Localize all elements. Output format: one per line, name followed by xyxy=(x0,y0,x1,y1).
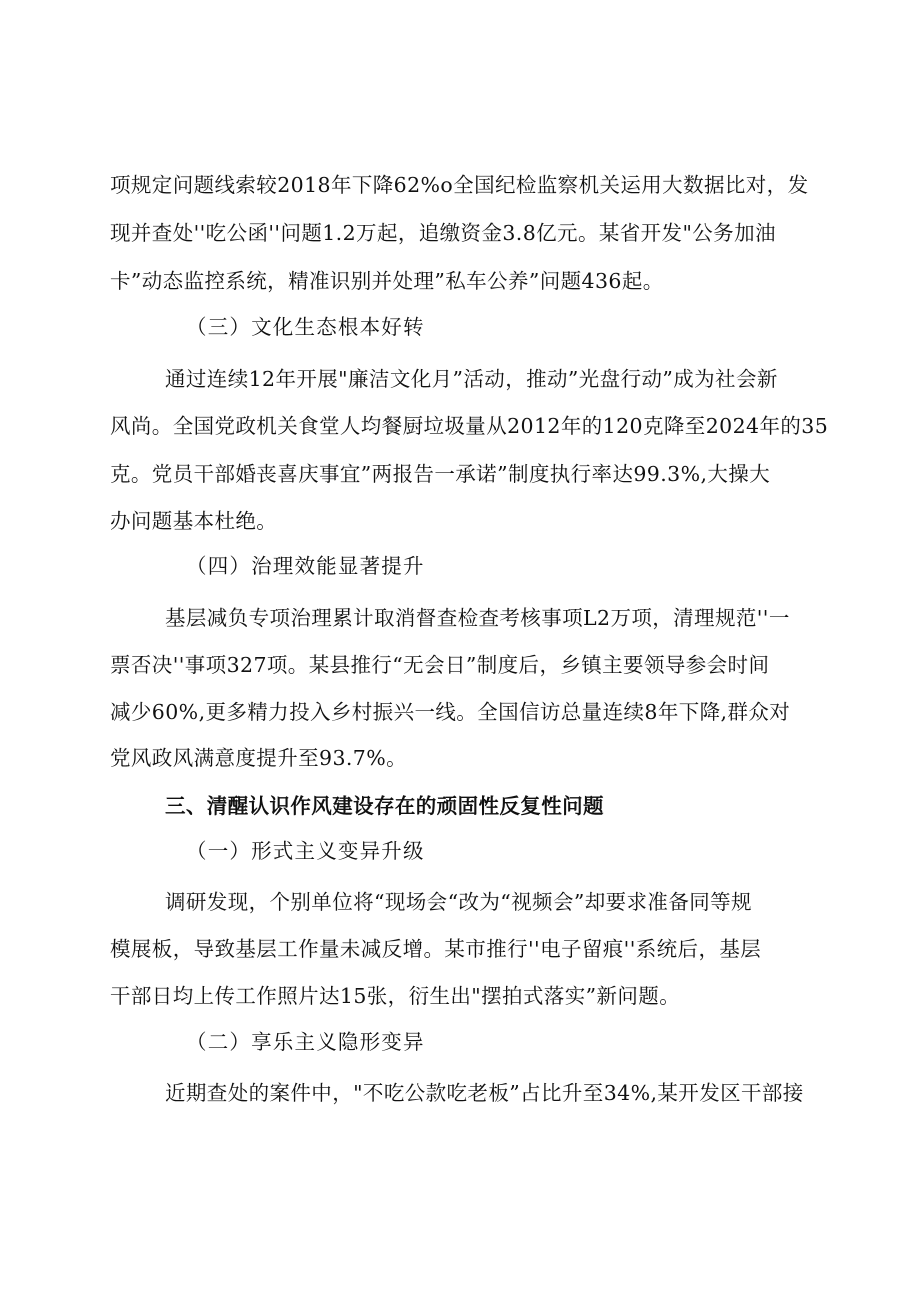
paragraph-line: 通过连续12年开展"廉洁文化月”活动，推动”光盘行动”成为社会新 xyxy=(165,367,778,391)
paragraph-line: 干部日均上传工作照片达15张，衍生出"摆拍式落实”新问题。 xyxy=(110,984,681,1008)
paragraph-line: 近期查处的案件中，"不吃公款吃老板”占比升至34%,某开发区干部接 xyxy=(165,1081,804,1105)
paragraph-line: 卡”动态监控系统，精准识别并处理”私车公养”问题436起。 xyxy=(110,269,664,293)
paragraph-line: 党风政风满意度提升至93.7%。 xyxy=(110,746,408,770)
section-heading: 三、清醒认识作风建设存在的顽固性反复性问题 xyxy=(165,794,604,818)
section-subheading: （一）形式主义变异升级 xyxy=(186,839,425,863)
paragraph-line: 办问题基本杜绝。 xyxy=(110,509,278,533)
paragraph-line: 减少60%,更多精力投入乡村振兴一线。全国信访总量连续8年下降,群众对 xyxy=(110,700,791,724)
section-subheading: （二）享乐主义隐形变异 xyxy=(186,1030,425,1054)
paragraph-line: 模展板，导致基层工作量未减反增。某市推行''电子留痕''系统后，基层 xyxy=(110,937,762,961)
paragraph-line: 票否决''事项327项。某县推行“无会日”制度后，乡镇主要领导参会时间 xyxy=(110,653,770,677)
section-subheading: （四）治理效能显著提升 xyxy=(186,554,425,578)
paragraph-line: 克。党员干部婚丧喜庆事宜”两报告一承诺”制度执行率达99.3%,大操大 xyxy=(110,462,771,486)
paragraph-line: 基层减负专项治理累计取消督查检查考核事项L2万项，清理规范''一 xyxy=(165,606,790,630)
paragraph-line: 现并查处''吃公函''问题1.2万起，追缴资金3.8亿元。某省开发"公务加油 xyxy=(110,221,776,245)
paragraph-line: 风尚。全国党政机关食堂人均餐厨垃圾量从2012年的120克降至2024年的35 xyxy=(110,414,829,438)
section-subheading: （三）文化生态根本好转 xyxy=(186,315,425,339)
paragraph-line: 项规定问题线索较2018年下降62%o全国纪检监察机关运用大数据比对，发 xyxy=(110,173,809,197)
paragraph-line: 调研发现，个别单位将“现场会“改为“视频会”却要求准备同等规 xyxy=(165,890,752,914)
